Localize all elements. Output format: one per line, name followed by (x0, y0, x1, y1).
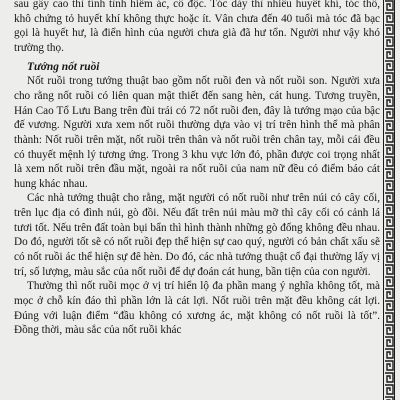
paragraph: Nốt ruồi trong tướng thuật bao gồm nốt ruồi đen và nốt ruồi son. Người xưa cho rằng nốt ruồi có liên quan mật thiết đến sang hèn, cát hung. Tương truyền, Hán Cao Tổ Lưu Bang trên đùi trái có 72 nốt ruồi đen, đây là tướng mạo của bậc đế vương. Người xưa xem nốt ruồi thường dựa vào vị trí trên hình thể mà phân thành: Nốt ruồi trên mặt, nốt ruồi trên thân và nốt ruồi trên chân tay, mỗi cái đều có thuyết mệnh lý tương ứng. Trong 3 khu vực lớn đó, phần được coi trọng nhất là xem nốt ruồi trên đầu mặt, ngoài ra nốt ruồi của nam nữ đều có điểm báo cát hung khác nhau. (14, 75, 380, 190)
page-body (14, 0, 380, 338)
section-heading: Tướng nốt ruồi (27, 60, 100, 73)
paragraph-continued: sau gây cao thì tính tình hiểm ác, cô độc. Tóc dày thì nhiều huyết khí, tóc thô, khô chứng tỏ huyết khí không thực hoặc ít. Vân chưa đến 40 tuổi mà tóc đã bạc gọi là huyết hư, là điển hình của người chưa già đã hư tổn. Người như vậy khó trường thọ. (14, 0, 380, 54)
paragraph: Thường thì nốt ruồi mọc ở vị trí hiển lộ đa phần mang ý nghĩa không tốt, mà mọc ở chỗ kín đáo thì phần lớn là cát lợi. Nốt ruồi trên mặt đều không cát lợi. Đúng với luận điểm “đầu không có xương ác, mặt không có nốt ruồi là tốt”. Đồng thời, màu sắc của nốt ruồi khác (14, 280, 380, 337)
paragraph: Các nhà tướng thuật cho rằng, mặt người có nốt ruồi như trên núi có cây cối, trên lục địa có đình núi, gò đồi. Nếu đất trên núi màu mỡ thì cây cối có cảnh lá tươi tốt. Nếu trên đất toàn bụi bẩn thì hình thành những gò đống không đều nhau. Do đó, người tốt sẽ có nốt ruồi đẹp thể hiện sự cao quý, người có bản chất xấu sẽ có nốt ruồi ác thể hiện sự đê hèn. Do đó, các nhà tướng thuật cổ đại thường lấy vị trí, số lượng, màu sắc của nốt ruồi để dự đoán cát hung, bần tiện của con người. (14, 192, 380, 278)
decorative-key-border (383, 0, 395, 400)
